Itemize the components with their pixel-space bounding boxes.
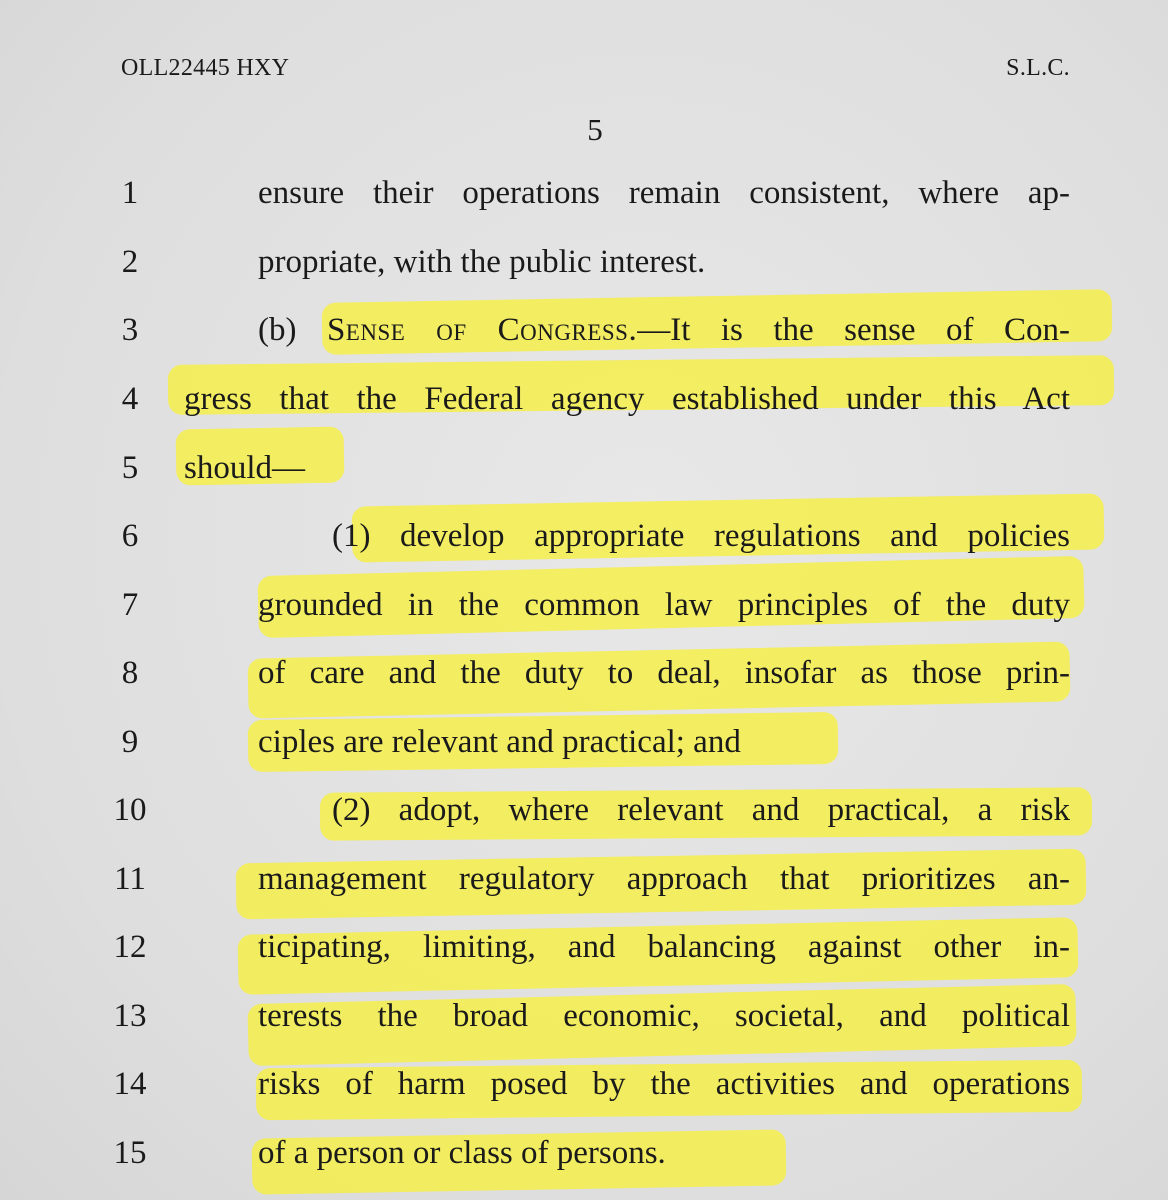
line-number: 14 [113,1066,147,1102]
line-number: 11 [114,861,146,897]
text-line [0,994,1168,1038]
line-text: propriate, with the public interest. [258,244,706,280]
line-text: gress that the Federal agency established under this Act [184,381,1070,417]
text-line [0,1131,1168,1175]
line-text: ticipating, limiting, and balancing against other in- [258,929,1070,965]
text-line [0,514,1168,558]
text-line [0,857,1168,901]
line-text: of a person or class of persons. [258,1135,666,1171]
line-text [258,308,1070,352]
line-number: 5 [121,450,139,486]
line-text: of care and the duty to deal, insofar as those prin- [258,655,1070,691]
subsection-label: (b) [258,312,327,348]
line-number: 4 [121,381,139,417]
line-number: 8 [121,655,139,691]
document-id: OLL22445 HXY [121,55,290,81]
line-text: (1) develop appropriate regulations and policies [332,518,1070,554]
line-text: risks of harm posed by the activities and operations [258,1066,1070,1102]
text-line [0,171,1168,215]
line-number: 2 [121,244,139,280]
line-text: ensure their operations remain consistent, where ap- [258,175,1070,211]
text-line [0,720,1168,764]
text-line [0,446,1168,490]
line-number: 9 [121,724,139,760]
line-number: 10 [113,792,147,828]
text-line [0,1062,1168,1106]
line-text: should— [184,450,306,486]
text-line [0,925,1168,969]
line-text: management regulatory approach that prioritizes an- [258,861,1070,897]
line-number: 6 [121,518,139,554]
text-line [0,788,1168,832]
line-number: 3 [121,312,139,348]
line-text: terests the broad economic, societal, and political [258,998,1070,1034]
text-line [0,377,1168,421]
text-line [0,308,1168,352]
section-heading: Sense of Congress. [326,312,638,348]
line-text: (2) adopt, where relevant and practical, a risk [332,792,1070,828]
text-line [0,583,1168,627]
line-number: 12 [113,929,147,965]
text-line [0,240,1168,284]
page-number: 5 [587,112,603,147]
line-text: grounded in the common law principles of the duty [258,587,1070,623]
line-number: 15 [113,1135,147,1171]
document-code: S.L.C. [1006,55,1070,81]
line-number: 13 [113,998,147,1034]
line-number: 1 [121,175,139,211]
line-text-rest: —It is the sense of Con- [637,312,1071,348]
line-number: 7 [121,587,139,623]
line-text: ciples are relevant and practical; and [258,724,741,760]
text-line [0,651,1168,695]
